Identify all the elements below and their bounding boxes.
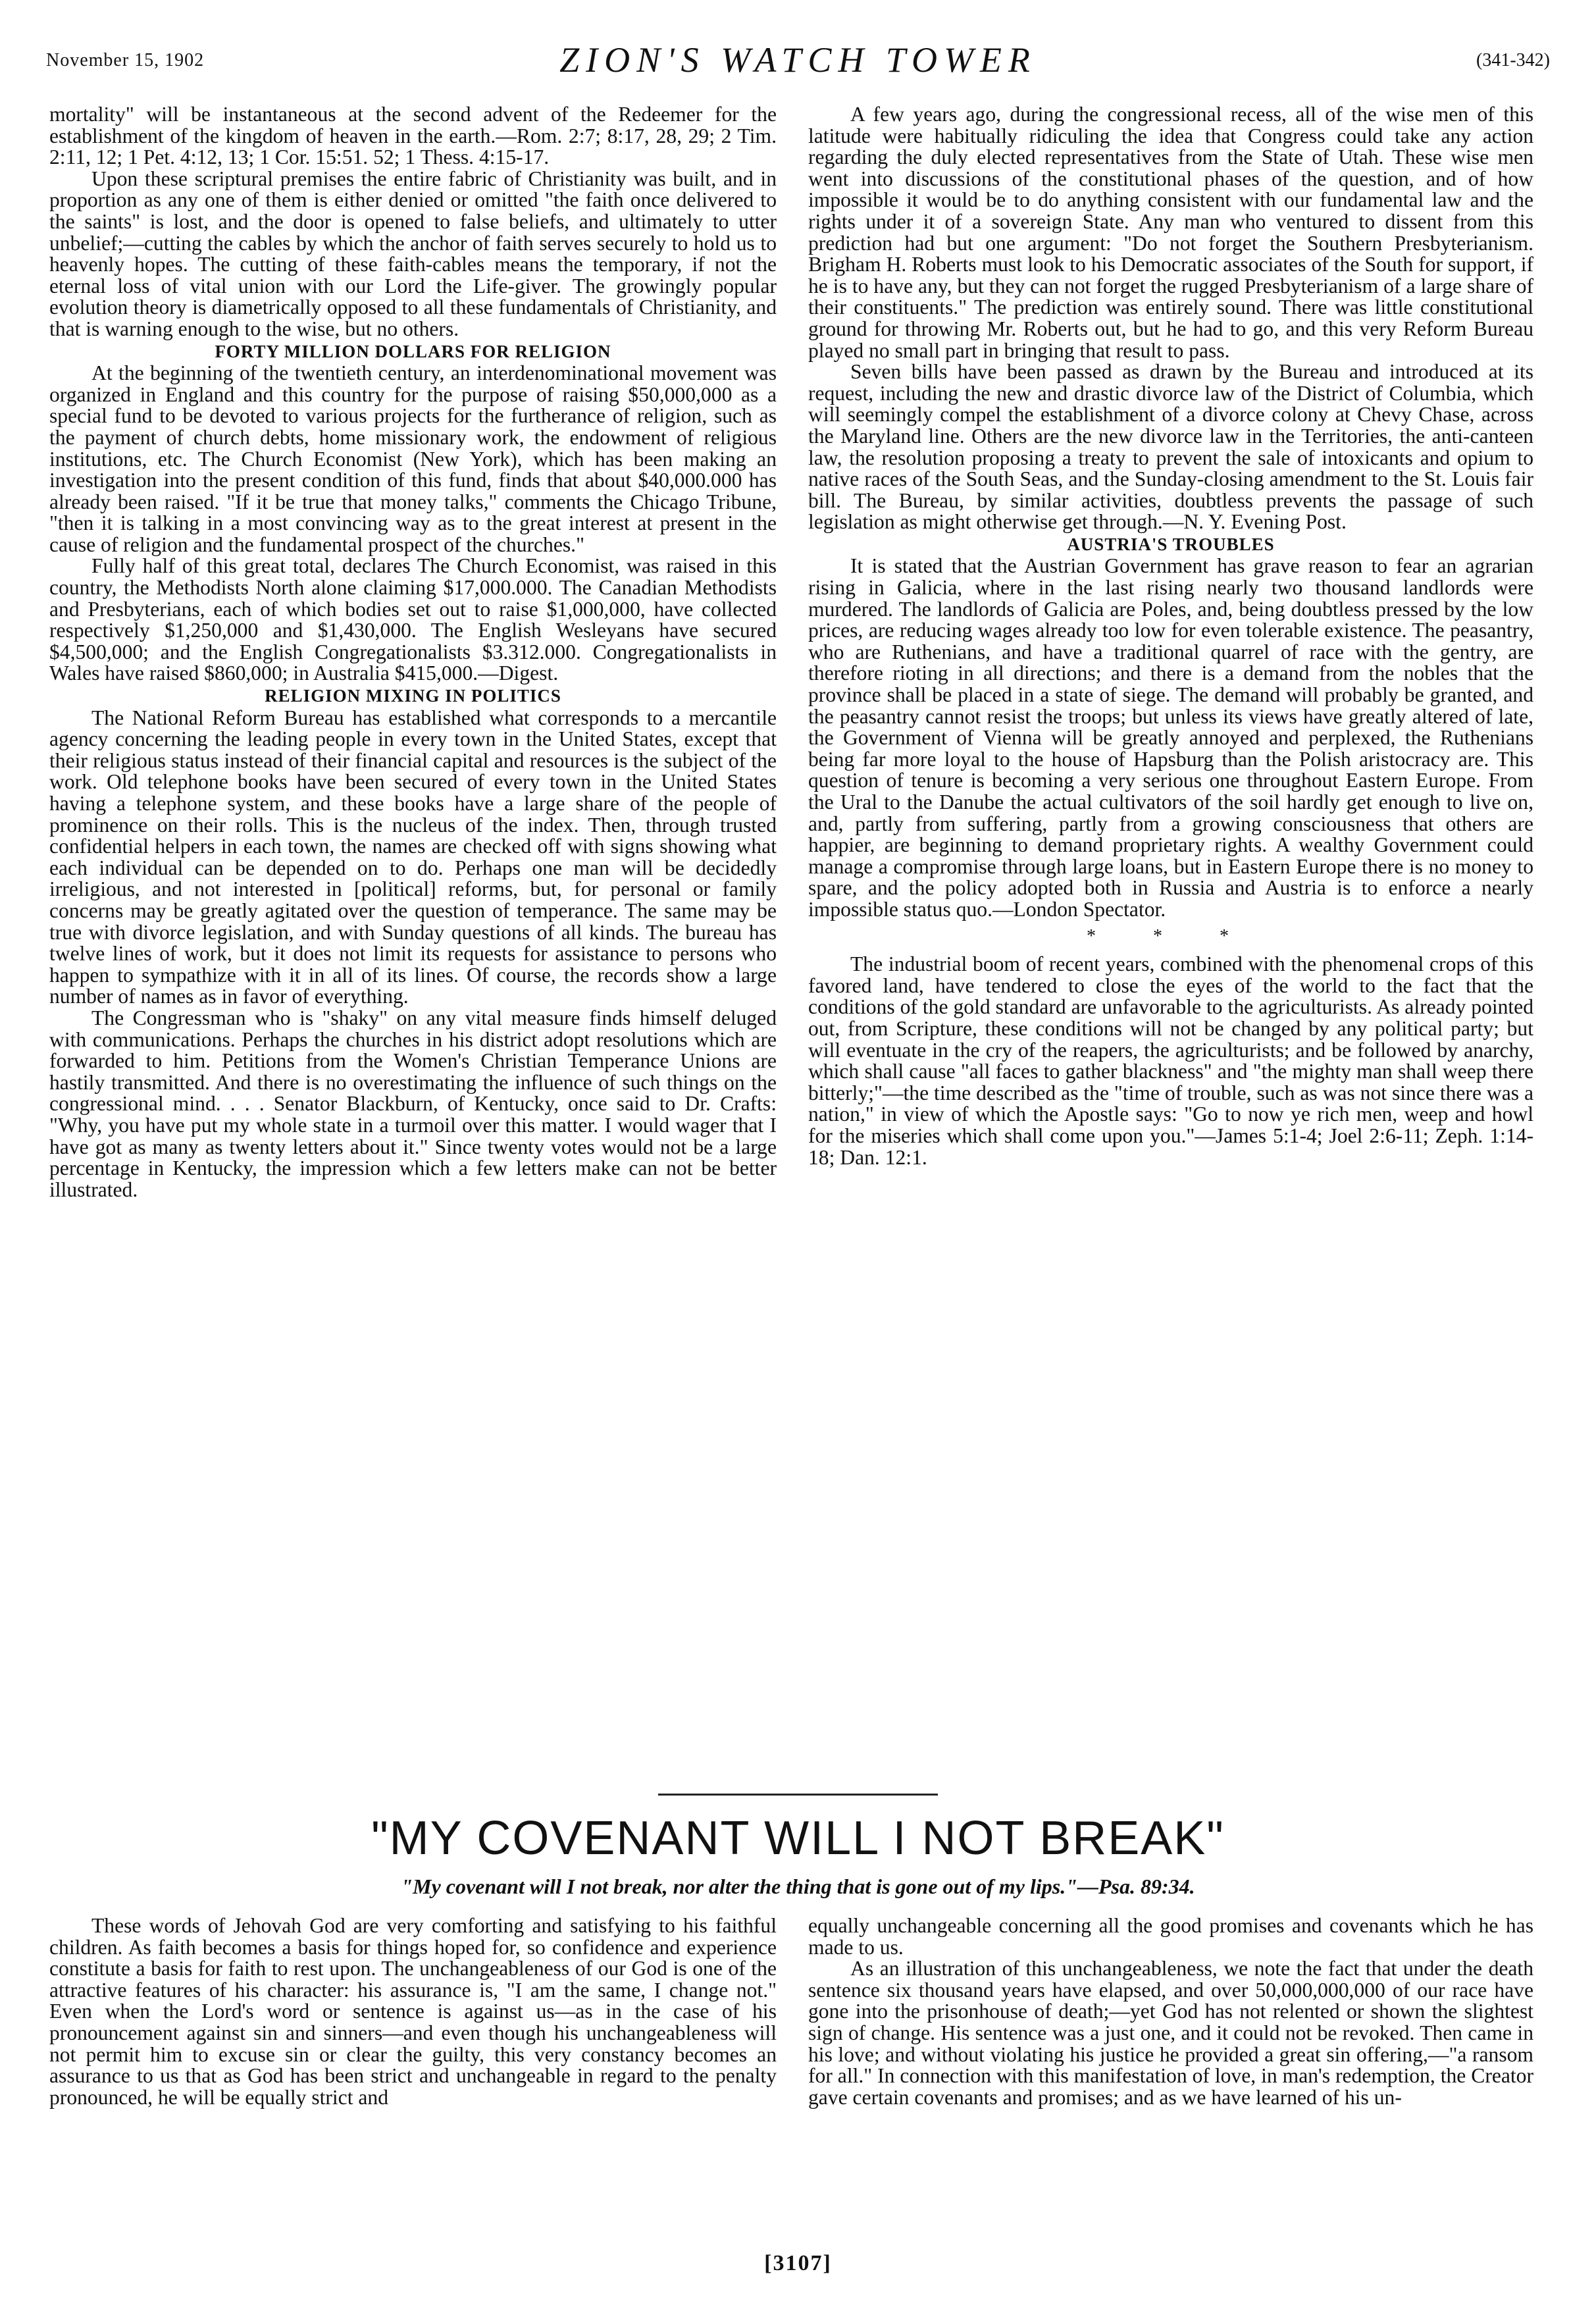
paragraph: equally unchangeable concerning all the good promises and covenants which he has made to us. [808, 1914, 1533, 1959]
article-right-column [808, 1915, 1533, 2108]
paragraph: mortality" will be instantaneous at the second advent of the Redeemer for the establishment of the kingdom of heaven in the earth.—Rom. 2:7; 8:17, 28, 29; 2 Tim. 2:11, 12; 1 Pet. 4:12, 13; 1 Cor. 15:51. 52; 1 Thess. 4:15-17. [49, 103, 777, 169]
article-left-column [49, 1915, 777, 2108]
article-title: "MY COVENANT WILL I NOT BREAK" [371, 1812, 1225, 1865]
journal-title: ZION'S WATCH TOWER [559, 40, 1037, 80]
paragraph: These words of Jehovah God are very comforting and satisfying to his faithful children. As faith becomes a basis for things hoped for, so confidence and experience constitute a basis for faith to rest upon. The unchangeableness of our God is one of the attractive features of his character: his assurance is, "I am the same, I change not." Even when the Lord's word or sentence is against us—as in the case of his pronouncement against sin and sinners—and even though his unchangeableness will not permit him to excuse sin or clear the guilty, this very constancy becomes an assurance to us that as God has been strict and unchangeable in regard to the penalty pronounced, he will be equally strict and [49, 1914, 777, 2109]
divider-rule [658, 1794, 938, 1796]
right-column [808, 104, 1533, 1168]
page-header [46, 39, 1550, 86]
paragraph: The National Reform Bureau has established what corresponds to a mercantile agency concerning the leading people in every town in the United States, except that their religious status instead of their financial capital and resources is the subject of the work. Old telephone books have been secured of every town in the United States having a telephone system, and these books have a large share of the people of prominence on their rolls. This is the nucleus of the index. Then, through trusted confidential helpers in each town, the names are checked off with signs showing what each individual can be depended on to do. Perhaps one man will be decidedly irreligious, and not interested in [political] reforms, but, for personal or family concerns may be greatly agitated over the question of temperance. The same may be true with divorce legislation, and with Sunday questions of all kinds. The bureau has twelve lines of work, but it does not limit its requests for assistance to persons who happen to sympathize with it in all of its lines. Of course, the records show a large number of names as in favor of everything. [49, 706, 777, 1008]
section-separator: * * * [1087, 925, 1255, 946]
paragraph: Seven bills have been passed as drawn by the Bureau and introduced at its request, including the new and drastic divorce law of the District of Columbia, which will seemingly compel the establishment of a divorce colony at Chevy Chase, across the Maryland line. Others are the new divorce law in the Territories, the anti-canteen law, the resolution proposing a treaty to prevent the sale of intoxicants and opium to native races of the South Seas, and the Sunday-closing amendment to the St. Louis fair bill. The Bureau, by similar activities, doubtless prevents the passage of such legislation as might otherwise get through.—N. Y. Evening Post. [808, 360, 1533, 534]
paragraph: The industrial boom of recent years, combined with the phenomenal crops of this favored land, have tendered to close the eyes of the world to the fact that the conditions of the gold standard are unfavorable to the agriculturists. As already pointed out, from Scripture, these conditions will not be changed by any political party; but will eventuate in the cry of the reapers, the agriculturists; and be followed by anarchy, which shall cause "all faces to gather blackness" and "the mighty man shall weep there bitterly;"—the time described as the "time of trouble, such as was not since there was a nation," in view of which the Apostle says: "Go to now ye rich men, weep and howl for the miseries which shall come upon you."—James 5:1-4; Joel 2:6-11; Zeph. 1:14-18; Dan. 12:1. [808, 952, 1533, 1169]
page-number: [3107] [764, 2251, 832, 2275]
header-date: November 15, 1902 [46, 50, 205, 70]
section-heading: FORTY MILLION DOLLARS FOR RELIGION [215, 341, 611, 361]
section-heading: AUSTRIA'S TROUBLES [1067, 534, 1275, 554]
paragraph: It is stated that the Austrian Government has grave reason to fear an agrarian rising in Galicia, where in the last rising nearly two thousand landlords were murdered. The landlords of Galicia are Poles, and, being doubtless pressed by the low prices, are reducing wages already too low for even tolerable existence. The peasantry, who are Ruthenians, and have a traditional quarrel of race with the gentry, are therefore rioting in all directions; and there is a demand from the nobles that the province shall be placed in a state of siege. The demand will probably be granted, and the peasantry cannot resist the troops; but unless its views have greatly altered of late, the Government of Vienna will be greatly annoyed and perplexed, the Ruthenians being far more loyal to the house of Hapsburg than the Polish aristocracy are. This question of tenure is becoming a very serious one throughout Eastern Europe. From the Ural to the Danube the actual cultivators of the soil hardly get enough to live on, and, partly from suffering, partly from a growing consciousness that others are happier, are beginning to demand proprietary rights. A wealthy Government could manage a compromise through large loans, but in Eastern Europe there is no money to spare, and the policy adopted both in Russia and Austria is to enforce a nearly impossible status quo.—London Spectator. [808, 554, 1533, 921]
paragraph: Upon these scriptural premises the entire fabric of Christianity was built, and in proportion as any one of them is either denied or omitted "the faith once delivered to the saints" is lost, and the door is opened to false beliefs, and ultimately to utter unbelief;—cutting the cables by which the anchor of faith serves securely to hold us to heavenly hopes. The cutting of these faith-cables means the temporary, if not the eternal loss of vital union with our Lord the Life-giver. The growingly popular evolution theory is diametrically opposed to all these fundamentals of Christianity, and that is warning enough to the wise, but no others. [49, 167, 777, 340]
article-epigraph: "My covenant will I not break, nor alter the thing that is gone out of my lips."—Psa. 89:34. [401, 1875, 1195, 1898]
paragraph: The Congressman who is "shaky" on any vital measure finds himself deluged with communications. Perhaps the churches in his district adopt resolutions which are forwarded to him. Petitions from the Women's Christian Temperance Unions are hastily transmitted. And there is no overestimating the influence of such things on the congressional mind. . . . Senator Blackburn, of Kentucky, once said to Dr. Crafts: "Why, you have put my whole state in a turmoil over this matter. I would wager that I have got as many as twenty letters about it." Since twenty votes would not be a large percentage in Kentucky, the impression which a few letters make can not be better illustrated. [49, 1006, 777, 1201]
left-column [49, 104, 777, 1201]
header-page-range: (341-342) [1476, 50, 1550, 70]
paragraph: At the beginning of the twentieth century, an interdenominational movement was organized in England and this country for the purpose of raising $50,000,000 as a special fund to be devoted to various projects for the furtherance of religion, such as the payment of church debts, home missionary work, the endowment of religious institutions, etc. The Church Economist (New York), which has been making an investigation into the present condition of this fund, finds that about $40,000.000 has already been raised. "If it be true that money talks," comments the Chicago Tribune, "then it is talking in a most convincing way as to the great interest at present in the cause of religion and the fundamental prospect of the churches." [49, 361, 777, 556]
paragraph: As an illustration of this unchangeableness, we note the fact that under the death sentence six thousand years have elapsed, and over 50,000,000,000 of our race have gone into the prisonhouse of death;—yet God has not relented or shown the slightest sign of change. His sentence was a just one, and it could not be revoked. Then came in his love; and without violating his justice he provided a great sin offering,—"a ransom for all." In connection with this manifestation of love, in man's redemption, the Creator gave certain covenants and promises; and as we have learned of his un- [808, 1957, 1533, 2109]
section-heading: RELIGION MIXING IN POLITICS [265, 686, 561, 706]
paragraph: A few years ago, during the congressional recess, all of the wise men of this latitude were habitually ridiculing the idea that Congress could take any action regarding the duly elected representatives from the State of Utah. These wise men went into discussions of the constitutional phases of the question, and of how impossible it would be to do anything consistent with our fundamental law and the rights under it of a sovereign State. Any man who ventured to dissent from this prediction had but one argument: "Do not forget the Southern Presbyterianism. Brigham H. Roberts must look to his Democratic associates of the South for support, if he is to have any, but they can not forget the rugged Presbyterianism of a large share of their constituents." The prediction was entirely sound. There was little constitutional ground for throwing Mr. Roberts out, but he had to go, and this very Reform Bureau played no small part in bringing that result to pass. [808, 103, 1533, 362]
paragraph: Fully half of this great total, declares The Church Economist, was raised in this country, the Methodists North alone claiming $17,000.000. The Canadian Methodists and Presbyterians, each of which bodies set out to raise $1,000,000, have collected respectively $1,250,000 and $1,430,000. The English Wesleyans have secured $4,500,000; and the English Congregationalists $3.312.000. Congregationalists in Wales have raised $860,000; in Australia $415,000.—Digest. [49, 554, 777, 685]
